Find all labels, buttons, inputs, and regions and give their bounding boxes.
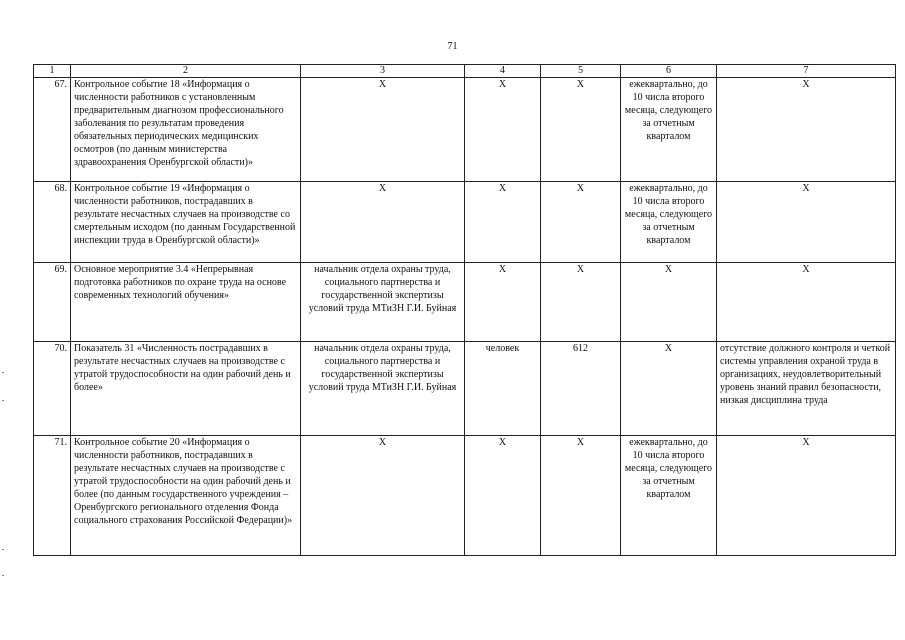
value-cell: Х (541, 436, 621, 556)
table-row (34, 182, 896, 263)
scan-margin-mark (2, 372, 4, 373)
risk-cell: отсутствие должного контроля и четкой системы управления охраной труда в организациях, неудовлетворительный уровень знаний правил безопасности, низкая дисциплина труда (717, 342, 896, 436)
row-number: 68. (34, 182, 71, 263)
deadline-cell: ежеквартально, до 10 числа второго месяца, следующего за отчетным кварталом (621, 182, 717, 263)
unit-cell: Х (465, 78, 541, 182)
value-cell: 612 (541, 342, 621, 436)
responsible-cell: начальник отдела охраны труда, социального партнерства и государственной экспертизы условий труда МТиЗН Г.И. Буйная (301, 342, 465, 436)
column-number: 5 (541, 65, 621, 78)
value-cell: Х (541, 263, 621, 342)
risk-cell: Х (717, 263, 896, 342)
row-number: 67. (34, 78, 71, 182)
risk-cell: Х (717, 436, 896, 556)
row-number: 69. (34, 263, 71, 342)
responsible-cell: Х (301, 436, 465, 556)
event-name: Основное мероприятие 3.4 «Непрерывная подготовка работников по охране труда на основе современных технологий обучения» (71, 263, 301, 342)
row-number: 70. (34, 342, 71, 436)
event-name: Контрольное событие 20 «Информация о численности работников, пострадавших в результате несчастных случаев на производстве с утратой трудоспособности на один рабочий день и более (по данным государственного учреждения – Оренбургского регионального отделения Фонда социального страхования Российской Федерации)» (71, 436, 301, 556)
unit-cell: человек (465, 342, 541, 436)
risk-cell: Х (717, 78, 896, 182)
unit-cell: Х (465, 436, 541, 556)
deadline-cell: ежеквартально, до 10 числа второго месяца, следующего за отчетным кварталом (621, 436, 717, 556)
column-number: 1 (34, 65, 71, 78)
column-number: 3 (301, 65, 465, 78)
responsible-cell: начальник отдела охраны труда, социального партнерства и государственной экспертизы условий труда МТиЗН Г.И. Буйная (301, 263, 465, 342)
event-name: Показатель 31 «Численность пострадавших в результате несчастных случаев на производстве с утратой трудоспособности на один рабочий день и более» (71, 342, 301, 436)
column-number: 6 (621, 65, 717, 78)
scan-margin-mark (2, 575, 4, 576)
row-number: 71. (34, 436, 71, 556)
risk-cell: Х (717, 182, 896, 263)
unit-cell: Х (465, 182, 541, 263)
responsible-cell: Х (301, 182, 465, 263)
table-row (34, 436, 896, 556)
deadline-cell: Х (621, 342, 717, 436)
table-row (34, 342, 896, 436)
column-number-row (34, 65, 896, 78)
scan-margin-mark (2, 549, 4, 550)
responsible-cell: Х (301, 78, 465, 182)
table-row (34, 263, 896, 342)
unit-cell: Х (465, 263, 541, 342)
value-cell: Х (541, 78, 621, 182)
table-row (34, 78, 896, 182)
column-number: 7 (717, 65, 896, 78)
column-number: 4 (465, 65, 541, 78)
event-name: Контрольное событие 18 «Информация о численности работников с установленным предварительным диагнозом профессионального заболевания по результатам проведения обязательных периодических медицинских осмотров (по данным министерства здравоохранения Оренбургской области)» (71, 78, 301, 182)
column-number: 2 (71, 65, 301, 78)
scan-margin-mark (2, 400, 4, 401)
event-name: Контрольное событие 19 «Информация о численности работников, пострадавших в результате несчастных случаев на производстве со смертельным исходом (по данным Государственной инспекции труда в Оренбургской области)» (71, 182, 301, 263)
deadline-cell: Х (621, 263, 717, 342)
monitoring-table (33, 64, 896, 556)
value-cell: Х (541, 182, 621, 263)
deadline-cell: ежеквартально, до 10 числа второго месяца, следующего за отчетным кварталом (621, 78, 717, 182)
page-number: 71 (447, 41, 458, 52)
